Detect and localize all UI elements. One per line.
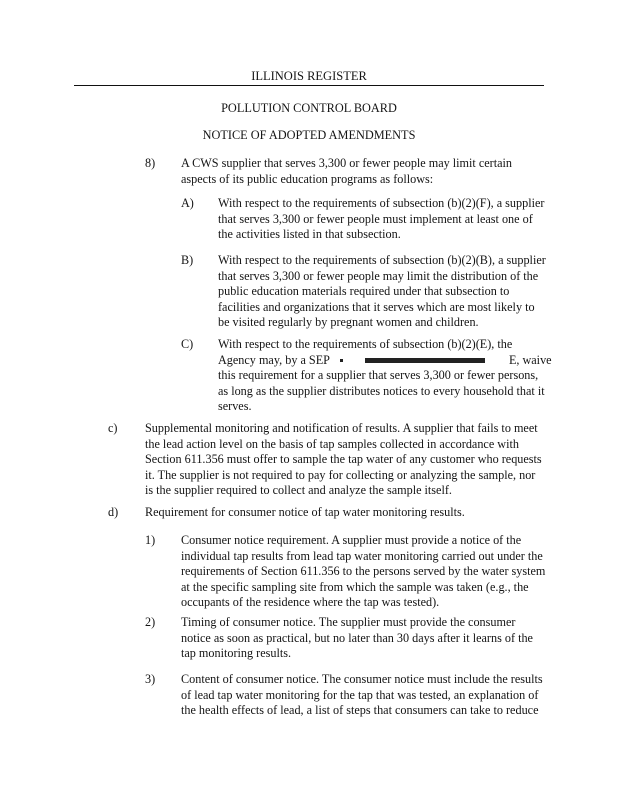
item-B-text (218, 253, 546, 331)
text-line: the health effects of lead, a list of steps that consumers can take to reduce (181, 703, 539, 717)
item-2-label: 2) (145, 615, 156, 629)
header-rule (74, 85, 544, 86)
text-line: occupants of the residence where the tap was tested). (181, 595, 440, 609)
text-line: that serves 3,300 or fewer people must implement at least one of (218, 211, 533, 226)
item-8-label: 8) (145, 156, 156, 170)
redaction-bar (365, 358, 485, 363)
item-3-label: 3) (145, 672, 156, 686)
item-C-label: C) (181, 337, 194, 351)
register-title: ILLINOIS REGISTER (251, 69, 367, 83)
text-line: as long as the supplier distributes notices to every household that it (218, 383, 545, 398)
text-line: A CWS supplier that serves 3,300 or fewer people may limit certain (181, 156, 513, 170)
board-title: POLLUTION CONTROL BOARD (221, 101, 397, 115)
item-1-label: 1) (145, 533, 156, 547)
text-line: Section 611.356 must offer to sample the tap water of any customer who requests (145, 452, 542, 466)
item-1-text (181, 533, 545, 611)
text-line: With respect to the requirements of subsection (b)(2)(B), a supplier (218, 253, 546, 267)
text-line: facilities and organizations that it serves which are most likely to (218, 299, 535, 314)
text-line: be visited regularly by pregnant women and children. (218, 315, 479, 329)
text-line: it. The supplier is not required to pay for collecting or analyzing the sample, nor (145, 467, 536, 482)
text-line: at the specific sampling site from which the sample was taken (e.g., the (181, 579, 529, 594)
text-line-redacted (218, 353, 552, 369)
item-B-label: B) (181, 253, 194, 267)
notice-title: NOTICE OF ADOPTED AMENDMENTS (202, 128, 416, 142)
text-line: of lead tap water monitoring for the tap that was tested, an explanation of (181, 687, 539, 702)
item-A-text (218, 196, 544, 243)
text-line: With respect to the requirements of subsection (b)(2)(F), a supplier (218, 196, 545, 210)
text-fragment: Agency may, by a SEP (218, 352, 330, 367)
text-line: Content of consumer notice. The consumer notice must include the results (181, 672, 543, 686)
redaction-mark (340, 359, 343, 362)
text-line: requirements of Section 611.356 to the persons served by the water system (181, 564, 546, 578)
text-line: notice as soon as practical, but no later than 30 days after it learns of the (181, 630, 533, 645)
text-line: aspects of its public education programs as follows: (181, 171, 434, 186)
text-line: Requirement for consumer notice of tap water monitoring results. (145, 505, 465, 519)
item-2-text (181, 615, 533, 662)
text-line: Consumer notice requirement. A supplier must provide a notice of the (181, 533, 522, 547)
text-line: tap monitoring results. (181, 646, 292, 660)
item-8-text (181, 156, 512, 187)
text-line: individual tap results from lead tap water monitoring carried out under the (181, 548, 543, 563)
item-d-label: d) (108, 505, 119, 519)
text-line: the lead action level on the basis of tap samples collected in accordance with (145, 436, 519, 451)
text-line: this requirement for a supplier that serves 3,300 or fewer persons, (218, 368, 539, 382)
item-d-text (145, 505, 465, 521)
item-c-label: c) (108, 421, 118, 435)
item-c-text (145, 421, 542, 499)
text-line: that serves 3,300 or fewer people may limit the distribution of the (218, 268, 539, 283)
text-line: Supplemental monitoring and notification of results. A supplier that fails to meet (145, 421, 538, 435)
text-line: is the supplier required to collect and analyze the sample itself. (145, 483, 452, 497)
text-fragment: E, waive (508, 352, 552, 367)
text-line: With respect to the requirements of subsection (b)(2)(E), the (218, 337, 513, 351)
text-line: the activities listed in that subsection. (218, 227, 401, 241)
item-A-label: A) (181, 196, 194, 210)
item-3-text (181, 672, 543, 719)
text-line: serves. (218, 399, 252, 413)
item-C-text (218, 337, 552, 415)
text-line: Timing of consumer notice. The supplier must provide the consumer (181, 615, 516, 629)
text-line: public education materials required under that subsection to (218, 284, 510, 298)
